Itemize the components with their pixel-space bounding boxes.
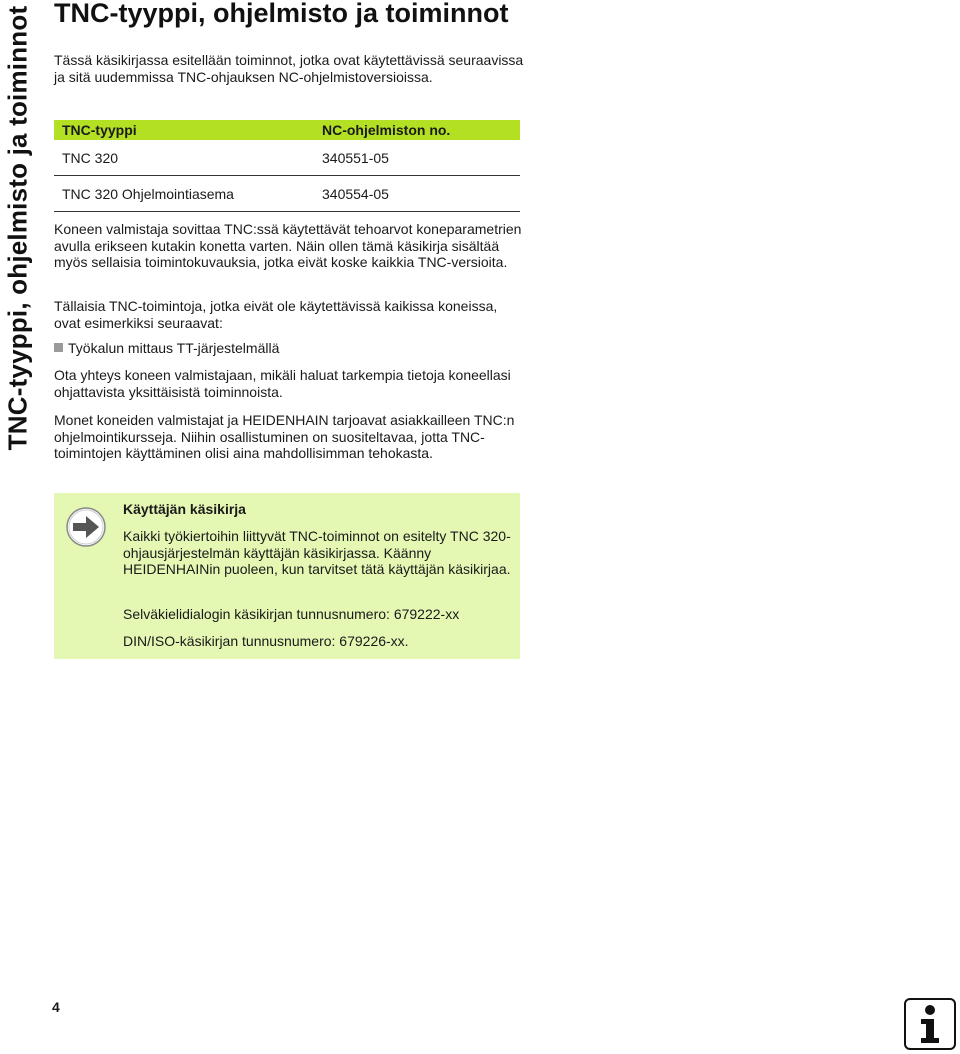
table-cell: 340551-05	[314, 140, 520, 176]
table-row	[54, 140, 520, 176]
user-manual-note	[54, 493, 520, 659]
table-header-type: TNC-tyyppi	[54, 120, 314, 140]
intro-paragraph: Tässä käsikirjassa esitellään toiminnot, jotka ovat käytettävissä seuraavissa ja sitä uudemmissa TNC-ohjauksen NC-ohjelmistoversioissa.	[54, 52, 524, 85]
bullet-item	[54, 340, 279, 357]
paragraph-machine-parameters: Koneen valmistaja sovittaa TNC:ssä käytettävät tehoarvot koneparametrien avulla erikseen kutakin konetta varten. Näin ollen tämä käsikirja sisältää myös sellaisia toimintokuvauksia, jotka eivät koske kaikkia TNC-versioita.	[54, 221, 522, 271]
side-tab	[0, 0, 36, 470]
version-table	[54, 120, 520, 212]
table-row	[54, 176, 520, 212]
paragraph-courses: Monet koneiden valmistajat ja HEIDENHAIN tarjoavat asiakkailleen TNC:n ohjelmointikursseja. Niihin osallistuminen on suositeltavaa, jotta TNC-toimintojen käyttäminen olisi aina mahdollisimman tehokasta.	[54, 412, 515, 462]
note-din-iso-number: DIN/ISO-käsikirjan tunnusnumero: 679226-xx.	[123, 633, 409, 649]
table-cell: TNC 320	[54, 140, 314, 176]
page-title: TNC-tyyppi, ohjelmisto ja toiminnot	[54, 0, 509, 28]
bullet-text: Työkalun mittaus TT-järjestelmällä	[68, 340, 280, 356]
paragraph-contact: Ota yhteys koneen valmistajaan, mikäli haluat tarkempia tietoja koneellasi ohjattavista yksittäisistä toiminnoista.	[54, 367, 511, 400]
table-header-row	[54, 120, 520, 140]
note-manual-number: Selväkielidialogin käsikirjan tunnusnumero: 679222-xx	[123, 606, 460, 622]
page-number: 4	[52, 999, 60, 1015]
table-cell: TNC 320 Ohjelmointiasema	[54, 176, 314, 212]
note-title: Käyttäjän käsikirja	[123, 501, 246, 517]
note-text: Kaikki työkiertoihin liittyvät TNC-toiminnot on esitelty TNC 320-ohjausjärjestelmän käyttäjän käsikirjassa. Käänny HEIDENHAINin puoleen, kun tarvitset tätä käyttäjän käsikirjaa.	[123, 528, 511, 578]
side-tab-label: TNC-tyyppi, ohjelmisto ja toiminnot	[2, 5, 33, 451]
info-icon	[904, 998, 956, 1050]
table-cell: 340554-05	[314, 176, 520, 212]
bullet-square-icon	[54, 343, 63, 352]
table-header-version: NC-ohjelmiston no.	[314, 120, 520, 140]
paragraph-examples: Tällaisia TNC-toimintoja, jotka eivät ole käytettävissä kaikissa koneissa, ovat esimerkiksi seuraavat:	[54, 298, 498, 331]
arrow-right-icon	[66, 507, 106, 547]
